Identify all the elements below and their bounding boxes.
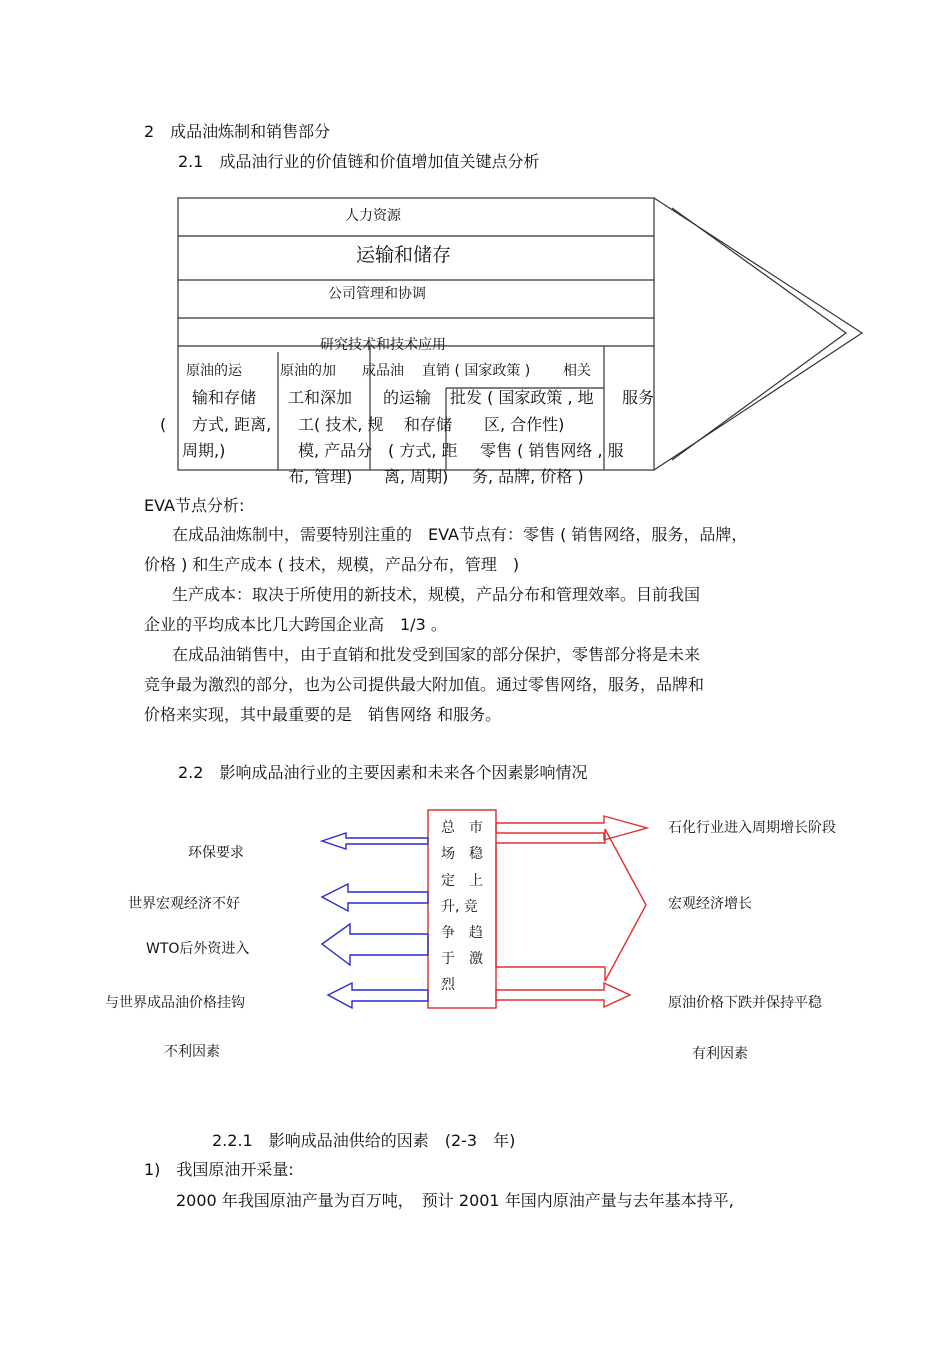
eva-p2-line-2: 企业的平均成本比几大跨国企业高 1/3 。 bbox=[144, 615, 447, 634]
primary-4-line-2: 批发 ( 国家政策 , 地 bbox=[450, 388, 594, 407]
support-hr: 人力资源 bbox=[345, 208, 401, 224]
primary-1-line-3: 方式, 距离, bbox=[192, 415, 272, 434]
negative-factor-2: 世界宏观经济不好 bbox=[128, 896, 240, 912]
center-line-4: 升, 竞 bbox=[441, 899, 478, 915]
primary-3-line-2: 的运输 bbox=[383, 388, 432, 407]
eva-p3-line-3: 价格来实现，其中最重要的是 销售网络 和服务。 bbox=[144, 705, 502, 724]
factors-heading: 2.2 影响成品油行业的主要因素和未来各个因素影响情况 bbox=[178, 763, 588, 782]
negative-arrow-2 bbox=[322, 884, 428, 911]
center-line-1: 总 市 bbox=[441, 820, 483, 836]
primary-3-line-5: 离, 周期) bbox=[384, 467, 449, 486]
positive-factor-2: 宏观经济增长 bbox=[668, 896, 752, 912]
primary-1-line-2: 输和存储 bbox=[192, 388, 257, 407]
supply-heading: 2.2.1 影响成品油供给的因素 (2-3 年) bbox=[212, 1131, 516, 1150]
primary-2-line-4: 模, 产品分 bbox=[298, 441, 373, 460]
support-transport: 运输和储存 bbox=[356, 244, 452, 266]
positive-label: 有利因素 bbox=[692, 1046, 748, 1062]
negative-arrow-4 bbox=[328, 983, 428, 1008]
primary-4-line-4: 零售 ( 销售网络 , 服 bbox=[480, 441, 624, 460]
negative-factor-1: 环保要求 bbox=[188, 845, 244, 861]
eva-p1-line-1: 在成品油炼制中，需要特别注重的 EVA节点有：零售 ( 销售网络，服务，品牌， bbox=[172, 525, 748, 544]
primary-4-line-1: 直销 ( 国家政策 ) bbox=[422, 363, 531, 379]
primary-5-line-1: 相关 bbox=[563, 363, 591, 379]
primary-3-line-4: ( 方式, 距 bbox=[388, 441, 458, 460]
eva-p2-line-1: 生产成本：取决于所使用的新技术，规模，产品分布和管理效率。目前我国 bbox=[172, 585, 701, 604]
support-management: 公司管理和协调 bbox=[328, 286, 426, 302]
primary-2-line-2: 工和深加 bbox=[288, 388, 353, 407]
supply-item-1: 1) 我国原油开采量: bbox=[144, 1160, 294, 1179]
section-heading: 2 成品油炼制和销售部分 bbox=[144, 122, 331, 141]
center-line-6: 于 激 bbox=[441, 951, 483, 967]
eva-p1-line-2: 价格 ) 和生产成本 ( 技术，规模，产品分布，管理 ) bbox=[144, 555, 520, 574]
primary-1-line-4: 周期,) bbox=[182, 441, 226, 460]
primary-3-line-3: 和存储 bbox=[404, 415, 453, 434]
positive-factor-1: 石化行业进入周期增长阶段 bbox=[668, 820, 836, 836]
positive-arrow-3 bbox=[496, 983, 630, 1007]
primary-3-line-1: 成品油 bbox=[362, 363, 404, 379]
center-line-2: 场 稳 bbox=[441, 846, 483, 862]
negative-arrow-3 bbox=[322, 924, 428, 965]
center-line-7: 烈 bbox=[441, 977, 455, 993]
positive-arrow-1 bbox=[496, 816, 647, 840]
primary-2-line-1: 原油的加 bbox=[280, 363, 336, 379]
primary-2-line-3: 工( 技术, 规 bbox=[298, 415, 384, 434]
primary-4-line-3: 区, 合作性) bbox=[484, 415, 565, 434]
primary-1-line-1: 原油的运 bbox=[186, 363, 242, 379]
supply-item-1-text: 2000 年我国原油产量为百万吨， 预计 2001 年国内原油产量与去年基本持平, bbox=[176, 1191, 734, 1210]
support-rnd: 研究技术和技术应用 bbox=[320, 337, 446, 353]
negative-label: 不利因素 bbox=[164, 1044, 220, 1060]
negative-factor-3: WTO后外资进入 bbox=[146, 941, 250, 957]
negative-arrow-1 bbox=[322, 833, 428, 849]
eva-title: EVA节点分析: bbox=[144, 496, 245, 515]
primary-4-line-5: 务, 品牌, 价格 ) bbox=[472, 467, 584, 486]
center-line-5: 争 趋 bbox=[441, 925, 483, 941]
section-sub-heading: 2.1 成品油行业的价值链和价值增加值关键点分析 bbox=[178, 152, 540, 171]
negative-factor-4: 与世界成品油价格挂钩 bbox=[105, 995, 245, 1011]
eva-p3-line-1: 在成品油销售中，由于直销和批发受到国家的部分保护，零售部分将是未来 bbox=[172, 645, 701, 664]
primary-2-line-5: 布, 管理) bbox=[288, 467, 353, 486]
positive-arrow-2 bbox=[496, 829, 646, 981]
eva-p3-line-2: 竞争最为激烈的部分，也为公司提供最大附加值。通过零售网络，服务，品牌和 bbox=[144, 675, 705, 694]
primary-5-line-2: 服务 bbox=[622, 388, 655, 407]
primary-1-paren: ( bbox=[160, 415, 167, 434]
positive-factor-3: 原油价格下跌并保持平稳 bbox=[668, 995, 822, 1011]
center-line-3: 定 上 bbox=[441, 873, 483, 889]
